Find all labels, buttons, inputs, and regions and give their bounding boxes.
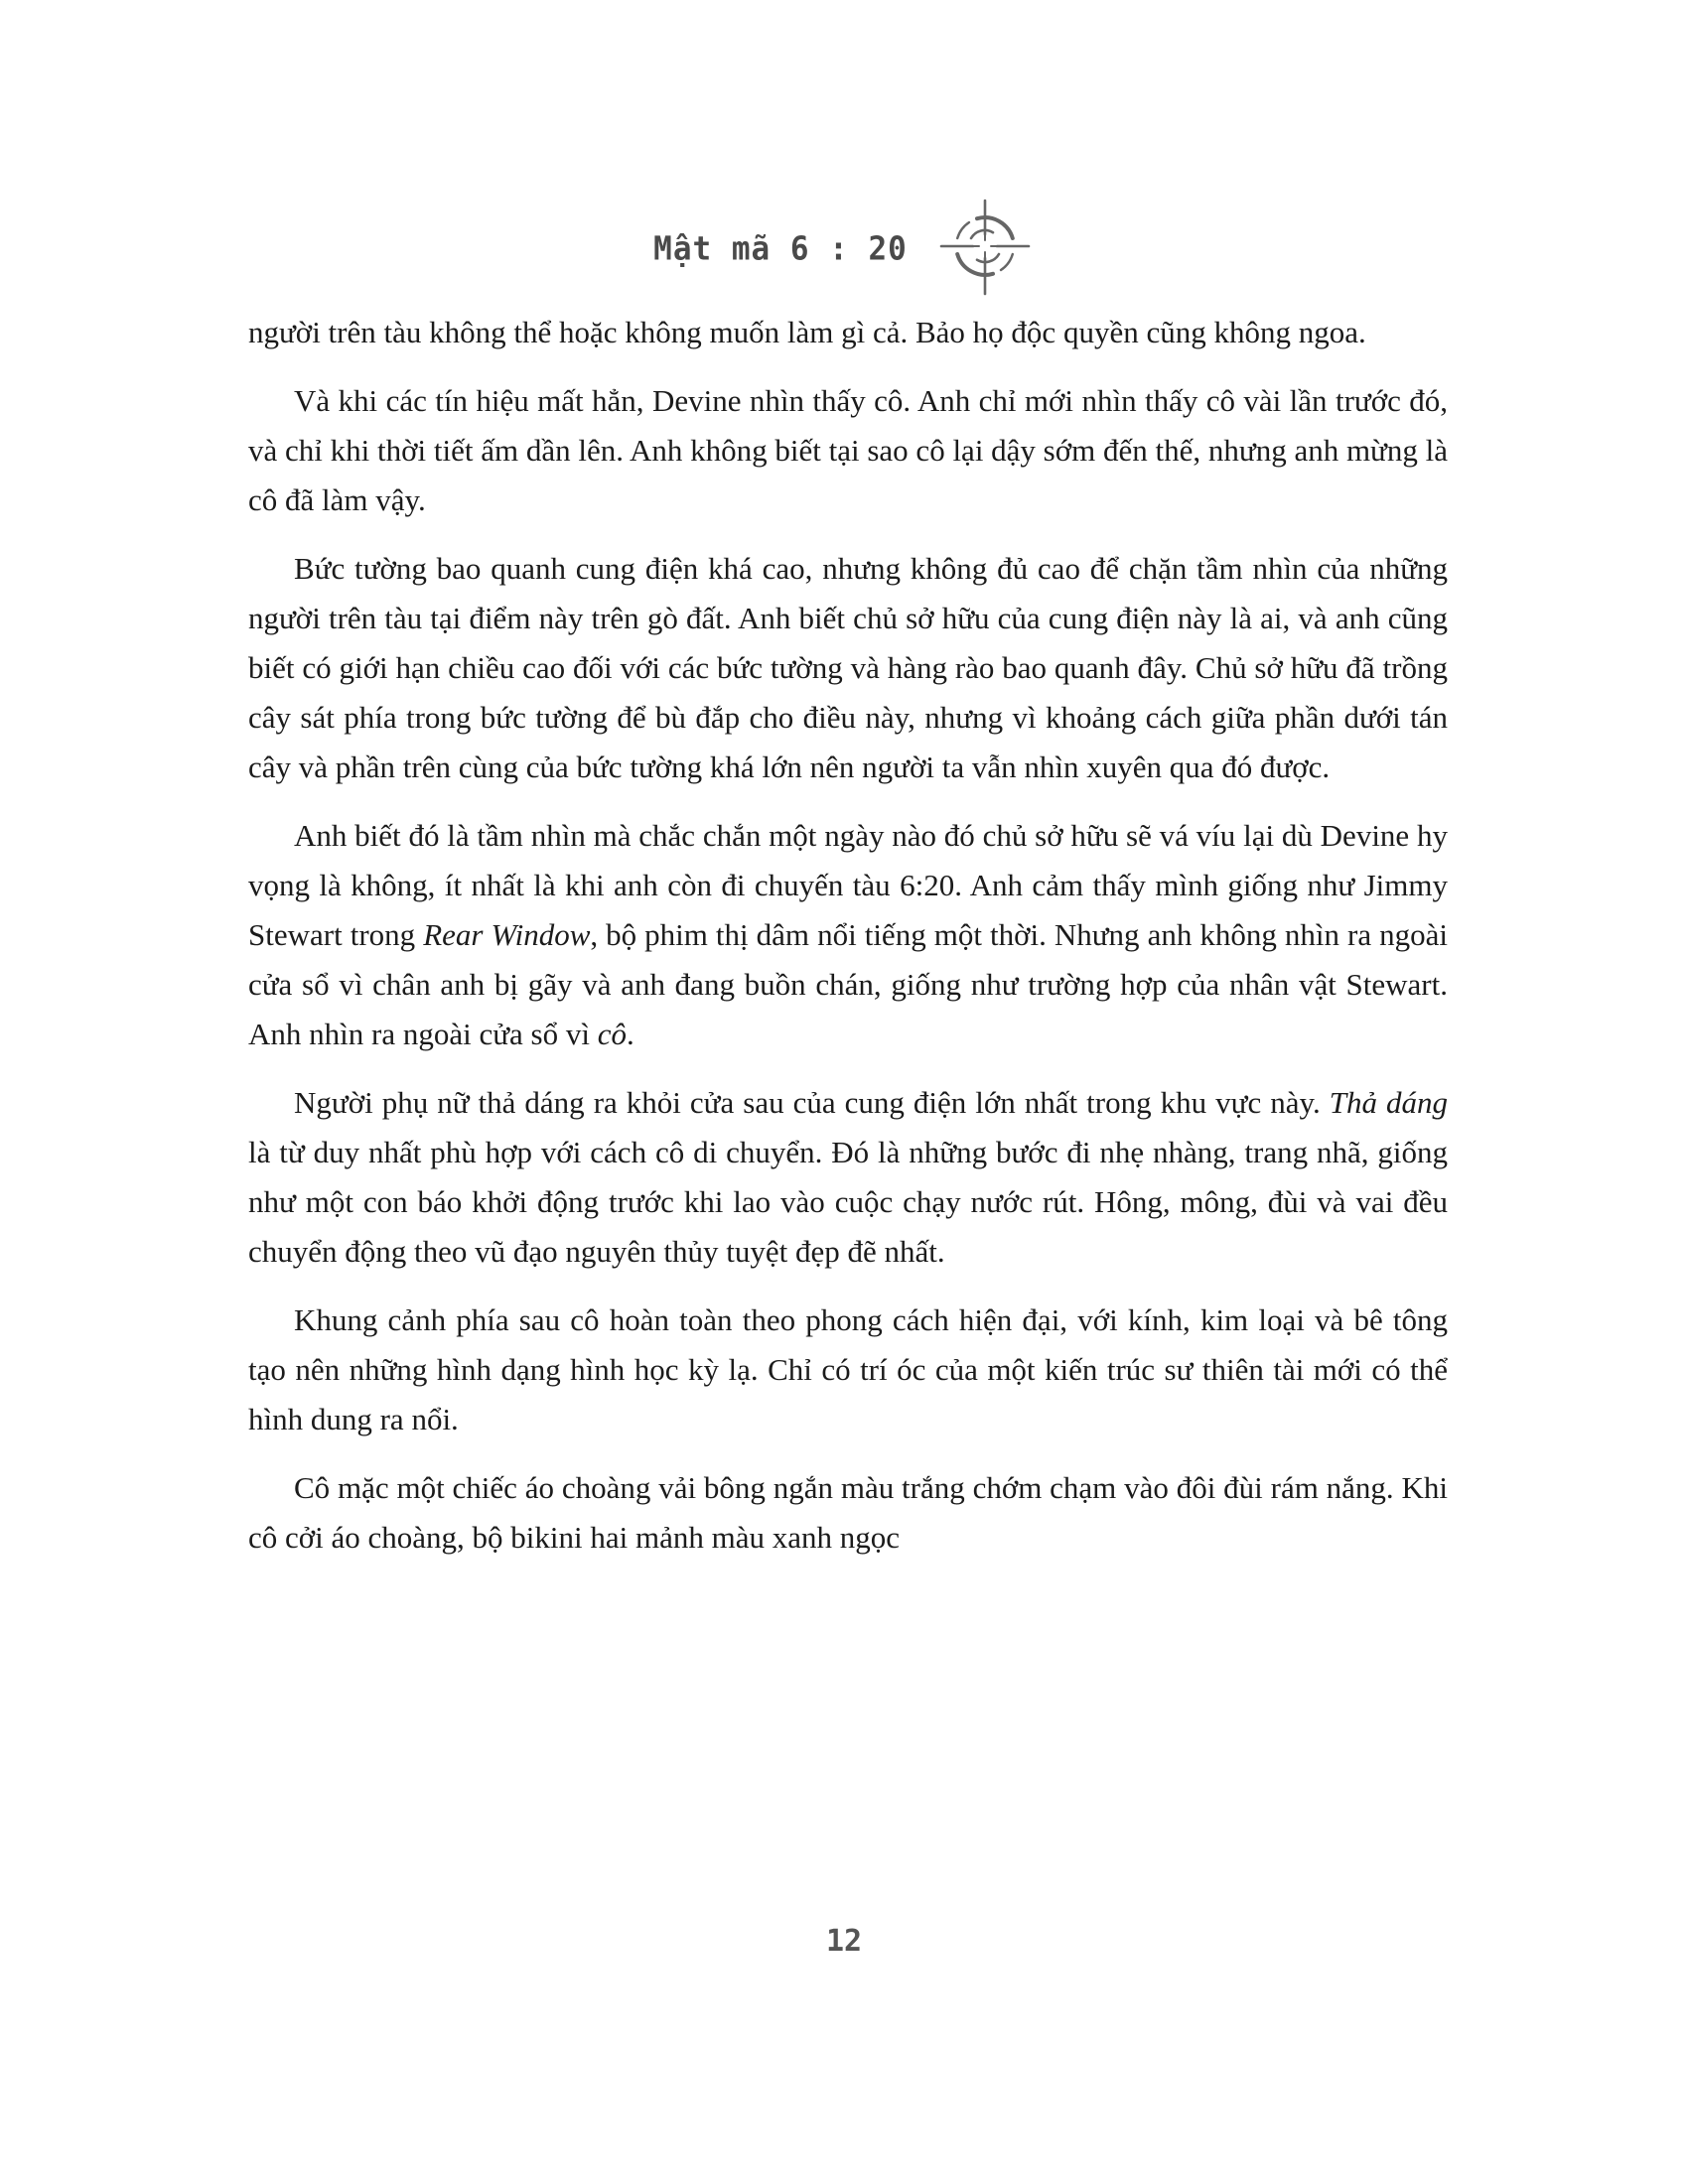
page-number: 12	[825, 1924, 863, 1959]
paragraph: Bức tường bao quanh cung điện khá cao, nhưng không đủ cao để chặn tầm nhìn của những người trên tàu tại điểm này trên gò đất. Anh biết chủ sở hữu của cung điện này là ai, và anh cũng biết có giới hạn chiều cao đối với các bức tường và hàng rào bao quanh đây. Chủ sở hữu đã trồng cây sát phía trong bức tường để bù đắp cho điều này, nhưng vì khoảng cách giữa phần dưới tán cây và phần trên cùng của bức tường khá lớn nên người ta vẫn nhìn xuyên qua đó được.	[248, 551, 1448, 784]
paragraph: Người phụ nữ thả dáng ra khỏi cửa sau của cung điện lớn nhất trong khu vực này. Thả dáng là từ duy nhất phù hợp với cách cô di chuyển. Đó là những bước đi nhẹ nhàng, trang nhã, giống như một con báo khởi động trước khi lao vào cuộc chạy nước rút. Hông, mông, đùi và vai đều chuyển động theo vũ đạo nguyên thủy tuyệt đẹp đẽ nhất.	[248, 1085, 1448, 1269]
running-header	[0, 197, 1688, 301]
paragraph: Cô mặc một chiếc áo choàng vải bông ngắn màu trắng chớm chạm vào đôi đùi rám nắng. Khi cô cởi áo choàng, bộ bikini hai mảnh màu xanh ngọc	[248, 1470, 1448, 1555]
paragraph: người trên tàu không thể hoặc không muốn làm gì cả. Bảo họ độc quyền cũng không ngoa.	[248, 315, 1366, 349]
crosshair-icon	[935, 197, 1035, 301]
header-book-title: Mật mã 6 : 20	[653, 229, 908, 268]
paragraph: Khung cảnh phía sau cô hoàn toàn theo phong cách hiện đại, với kính, kim loại và bê tông tạo nên những hình dạng hình học kỳ lạ. Chỉ có trí óc của một kiến trúc sư thiên tài mới có thể hình dung ra nổi.	[248, 1302, 1448, 1436]
body-text	[248, 308, 1448, 1581]
paragraph: Và khi các tín hiệu mất hẳn, Devine nhìn thấy cô. Anh chỉ mới nhìn thấy cô vài lần trước đó, và chỉ khi thời tiết ấm dần lên. Anh không biết tại sao cô lại dậy sớm đến thế, nhưng anh mừng là cô đã làm vậy.	[248, 383, 1448, 517]
paragraph: Anh biết đó là tầm nhìn mà chắc chắn một ngày nào đó chủ sở hữu sẽ vá víu lại dù Devine hy vọng là không, ít nhất là khi anh còn đi chuyến tàu 6:20. Anh cảm thấy mình giống như Jimmy Stewart trong Rear Window, bộ phim thị dâm nổi tiếng một thời. Nhưng anh không nhìn ra ngoài cửa sổ vì chân anh bị gãy và anh đang buồn chán, giống như trường hợp của nhân vật Stewart. Anh nhìn ra ngoài cửa sổ vì cô.	[248, 818, 1448, 1051]
